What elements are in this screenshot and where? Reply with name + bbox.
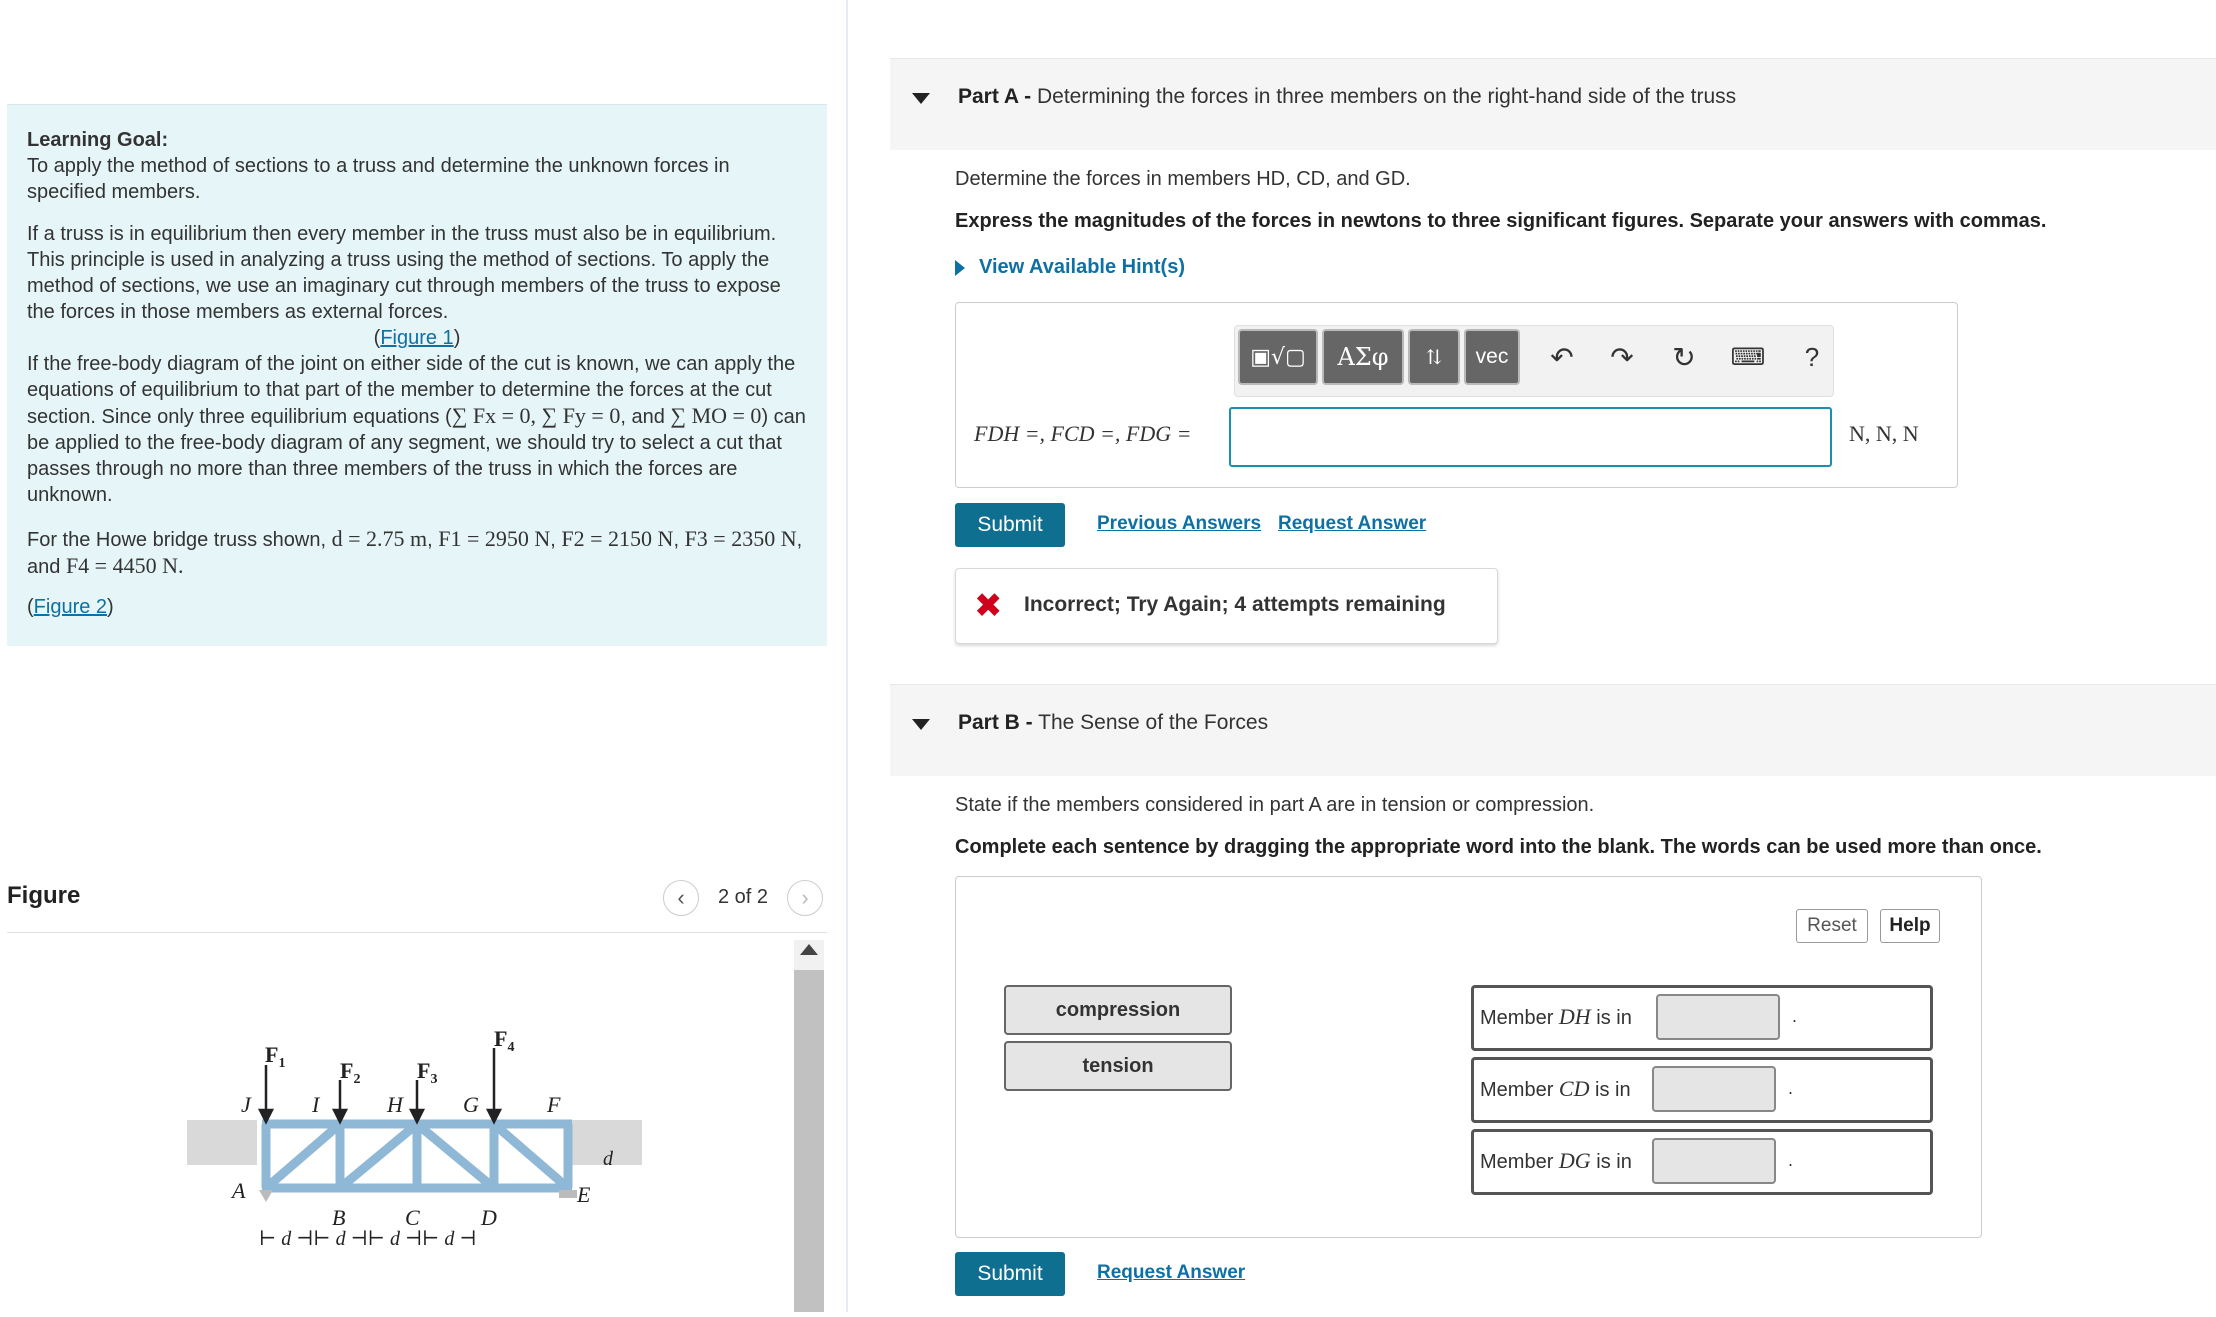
part-b-instruction-bold: Complete each sentence by dragging the appropriate word into the blank. The words can be used more than once.	[955, 836, 2042, 858]
part-a-title: Part A - Determining the forces in three members on the right-hand side of the truss	[958, 85, 1737, 108]
drop-zone-dg[interactable]	[1652, 1138, 1776, 1184]
left-ground	[187, 1120, 257, 1165]
given-f1: F1 = 2950 N	[438, 526, 551, 551]
greek-symbols-button[interactable]: ΑΣφ	[1322, 329, 1404, 385]
svg-text:⊢ d ⊣⊢ d ⊣⊢ d ⊣⊢ d ⊣: ⊢ d ⊣⊢ d ⊣⊢ d ⊣⊢ d ⊣	[259, 1228, 477, 1250]
figure-counter: 2 of 2	[718, 886, 769, 908]
collapse-triangle-icon	[912, 93, 930, 104]
subscript-arrows-icon: ⇅	[1425, 345, 1443, 369]
answer-label: FDH =, FCD =, FDG =	[974, 421, 1192, 446]
svg-text:H: H	[387, 1092, 403, 1117]
svg-text:I: I	[312, 1092, 320, 1117]
learning-goal-title: Learning Goal:	[27, 129, 169, 151]
reset-icon[interactable]: ↻	[1672, 341, 1696, 373]
part-a-request-answer-link[interactable]: Request Answer	[1278, 513, 1427, 534]
undo-icon[interactable]: ↶	[1550, 341, 1574, 373]
given-values: For the Howe bridge truss shown, d = 2.75 m, F1 = 2950 N, F2 = 2150 N, F3 = 2350 N, and F4 = 4450 N.	[27, 526, 803, 578]
given-f2: F2 = 2150 N	[561, 526, 674, 551]
svg-text:B: B	[332, 1205, 346, 1230]
chevron-left-icon: ‹	[677, 885, 685, 910]
drop-zone-cd[interactable]	[1652, 1066, 1776, 1112]
chevron-right-icon: ›	[801, 885, 809, 910]
figure-header	[7, 872, 827, 933]
figure-scroll-thumb[interactable]	[794, 970, 824, 1312]
column-divider	[846, 0, 848, 1312]
equation-sum-forces: ∑ Fx = 0, ∑ Fy = 0	[451, 403, 621, 428]
sentence-member-dh: Member DH is in .	[1471, 985, 1933, 1051]
force-labels	[265, 1026, 514, 1087]
truss-diagram	[7, 940, 787, 1312]
collapse-triangle-icon	[912, 719, 930, 730]
part-b-request-answer-link[interactable]: Request Answer	[1097, 1262, 1246, 1283]
given-f4: F4 = 4450 N.	[65, 553, 184, 578]
svg-text:D: D	[481, 1205, 497, 1230]
label-f1: $F_1$	[265, 1042, 286, 1071]
svg-text:A: A	[232, 1178, 246, 1203]
part-b-header[interactable]	[890, 684, 2216, 776]
word-tile-tension[interactable]: tension	[1004, 1041, 1232, 1091]
sentence-member-cd: Member CD is in .	[1471, 1057, 1933, 1123]
given-d: d = 2.75 m	[331, 526, 428, 551]
label-f3: $F_3$	[417, 1058, 438, 1087]
sentence-member-dg: Member DG is in .	[1471, 1129, 1933, 1195]
given-f3: F3 = 2350 N	[684, 526, 797, 551]
fraction-sqrt-icon: ▣√▢	[1250, 344, 1306, 370]
learning-goal-paragraph-1: If a truss is in equilibrium then every member in the truss must also be in equilibrium. This principle is used in analyzing a truss using the method of sections. To apply the method of sections, we use an imaginary cut through members of the truss to expose the forces in those members as external forces.	[27, 223, 781, 323]
part-b-submit-button[interactable]: Submit	[955, 1252, 1065, 1296]
label-f4: $F_4$	[494, 1026, 515, 1055]
reset-button[interactable]: Reset	[1796, 909, 1868, 943]
help-button[interactable]: Help	[1880, 909, 1940, 943]
figure-1-link[interactable]: Figure 1	[380, 327, 454, 349]
next-figure-button[interactable]	[787, 880, 823, 916]
equation-sum-moments: ∑ MO = 0	[670, 403, 762, 428]
drop-zone-dh[interactable]	[1656, 994, 1780, 1040]
vector-button[interactable]: vec	[1464, 329, 1520, 385]
svg-text:J: J	[241, 1092, 251, 1117]
hint-toggle[interactable]	[955, 256, 1185, 279]
part-a-instruction: Determine the forces in members HD, CD, and GD.	[955, 168, 1411, 190]
learning-goal-summary: To apply the method of sections to a truss and determine the unknown forces in specified members.	[27, 155, 730, 203]
part-b-title: Part B - The Sense of the Forces	[958, 711, 1269, 734]
drag-drop-panel	[955, 876, 1982, 1238]
answer-input[interactable]	[1229, 407, 1832, 467]
svg-text:F: F	[547, 1092, 561, 1117]
help-button[interactable]: ?	[1804, 341, 1820, 372]
feedback-box	[955, 568, 1498, 644]
answer-units: N, N, N	[1849, 421, 1919, 446]
incorrect-x-icon: ✖	[974, 587, 1003, 625]
svg-text:d: d	[603, 1148, 613, 1170]
previous-figure-button[interactable]	[663, 880, 699, 916]
left-support-icon	[259, 1190, 273, 1202]
figure-label: Figure	[7, 882, 81, 909]
scroll-up-icon[interactable]	[800, 944, 818, 955]
part-b-instruction: State if the members considered in part A are in tension or compression.	[955, 794, 1595, 816]
figure-image	[7, 940, 807, 1312]
hint-label: View Available Hint(s)	[979, 256, 1185, 278]
label-f2: $F_2$	[340, 1058, 361, 1087]
word-tile-compression[interactable]: compression	[1004, 985, 1232, 1035]
truss-members	[262, 1124, 572, 1188]
templates-button[interactable]	[1238, 329, 1318, 385]
caret-right-icon	[955, 260, 965, 276]
feedback-message: Incorrect; Try Again; 4 attempts remaining	[1024, 593, 1446, 616]
part-a-instruction-bold: Express the magnitudes of the forces in newtons to three significant figures. Separate your answers with commas.	[955, 210, 2047, 232]
right-roller-icon	[559, 1190, 577, 1198]
learning-goal-panel: Learning Goal: To apply the method of sections to a truss and determine the unknown forces in specified members. If a truss is in equilibrium then every member in the truss must also be in equilibrium. This principle is used in analyzing a truss using the method of sections. To apply the method of sections, we use an imaginary cut through members of the truss to expose the forces in those members as external forces. (Figure 1) If the free-body diagram of the joint on either side of the cut is known, we can apply the equations of equilibrium to that part of the member to determine the forces at the cut section. Since only three equilibrium equations (∑ Fx = 0, ∑ Fy = 0, and ∑ MO = 0) can be applied to the free-body diagram of any segment, we should try to select a cut that passes through no more than three members of the truss in which the forces are unknown. For the Howe bridge truss shown, d = 2.75 m, F1 = 2950 N, F2 = 2150 N, F3 = 2350 N, and F4 = 4450 N. (Figure 2)	[7, 104, 827, 646]
redo-icon[interactable]: ↷	[1610, 341, 1634, 373]
subscript-button[interactable]	[1408, 329, 1460, 385]
keyboard-icon[interactable]: ⌨	[1730, 343, 1766, 371]
svg-text:E: E	[577, 1182, 591, 1207]
svg-text:G: G	[463, 1092, 479, 1117]
part-a-header[interactable]	[890, 58, 2216, 150]
part-a-submit-button[interactable]: Submit	[955, 503, 1065, 547]
svg-text:C: C	[405, 1205, 420, 1230]
answer-panel	[955, 302, 1958, 488]
dimension-labels	[259, 1228, 477, 1250]
learning-goal-paragraph-2: If the free-body diagram of the joint on either side of the cut is known, we can apply the equations of equilibrium to that part of the member to determine the forces at the cut section. Since only three equilibrium equations (∑ Fx = 0, ∑ Fy = 0, and ∑ MO = 0) can be applied to the free-body diagram of any segment, we should try to select a cut that passes through no more than three members of the truss in which the forces are unknown.	[27, 353, 806, 506]
figure-2-link[interactable]: Figure 2	[33, 596, 108, 618]
previous-answers-link[interactable]: Previous Answers	[1097, 513, 1262, 534]
